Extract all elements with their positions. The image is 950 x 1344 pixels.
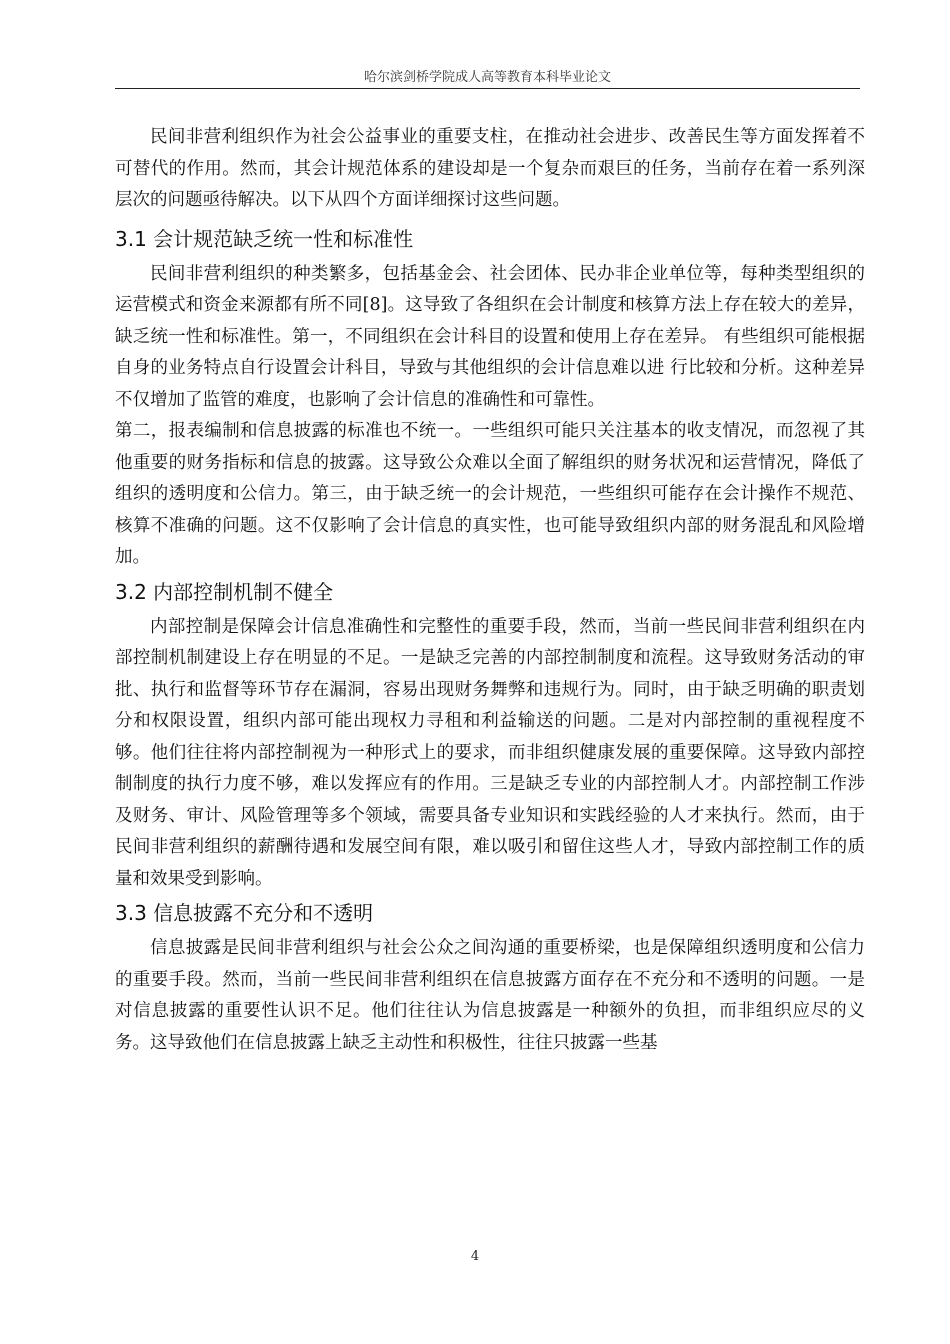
- section-3-1-paragraph-1: 民间非营利组织的种类繁多，包括基金会、社会团体、民办非企业单位等，每种类型组织的运营模式和资金来源都有所不同[8]。这导致了各组织在会计制度和核算方法上存在较大的差异，缺乏统一性和标准性。第一，不同组织在会计科目的设置和使用上存在差异。 有些组织可能根据自身的业务特点自行设置会计科目，导致与其他组织的会计信息难以进 行比较和分析。这种差异不仅增加了监管的难度，也影响了会计信息的准确性和可靠性。: [115, 263, 865, 410]
- body-content: [115, 122, 865, 1059]
- page-number: 4: [470, 1249, 480, 1264]
- section-3-3-paragraph-1: 信息披露是民间非营利组织与社会公众之间沟通的重要桥梁，也是保障组织透明度和公信力的重要手段。然而，当前一些民间非营利组织在信息披露方面存在不充分和不透明的问题。一是对信息披露的重要性认识不足。他们往往认为信息披露是一种额外的负担，而非组织应尽的义务。这导致他们在信息披露上缺乏主动性和积极性，往往只披露一些基: [115, 938, 865, 1053]
- intro-paragraph: 民间非营利组织作为社会公益事业的重要支柱，在推动社会进步、改善民生等方面发挥着不可替代的作用。然而，其会计规范体系的建设却是一个复杂而艰巨的任务，当前存在着一系列深层次的问题亟待解决。以下从四个方面详细探讨这些问题。: [115, 127, 865, 210]
- section-heading-3-1: 3.1 会计规范缺乏统一性和标准性: [115, 226, 414, 251]
- section-heading-3-2: 3.2 内部控制机制不健全: [115, 579, 334, 604]
- section-3-1-paragraph-2: 第二，报表编制和信息披露的标准也不统一。一些组织可能只关注基本的收支情况，而忽视了其他重要的财务指标和信息的披露。这导致公众难以全面了解组织的财务状况和运营情况，降低了组织的透明度和公信力。第三，由于缺乏统一的会计规范，一些组织可能存在会计操作不规范、核算不准确的问题。这不仅影响了会计信息的真实性，也可能导致组织内部的财务混乱和风险增加。: [115, 421, 865, 567]
- section-3-2-paragraph-1: 内部控制是保障会计信息准确性和完整性的重要手段，然而，当前一些民间非营利组织在内部控制机制建设上存在明显的不足。一是缺乏完善的内部控制制度和流程。这导致财务活动的审批、执行和监督等环节存在漏洞，容易出现财务舞弊和违规行为。同时，由于缺乏明确的职责划分和权限设置，组织内部可能出现权力寻租和利益输送的问题。二是对内部控制的重视程度不够。他们往往将内部控制视为一种形式上的要求，而非组织健康发展的重要保障。这导致内部控制制度的执行力度不够，难以发挥应有的作用。三是缺乏专业的内部控制人才。内部控制工作涉及财务、审计、风险管理等多个领域，需要具备专业知识和实践经验的人才来执行。然而，由于民间非营利组织的薪酬待遇和发展空间有限，难以吸引和留住这些人才，导致内部控制工作的质量和效果受到影响。: [115, 616, 865, 889]
- header-divider: [115, 88, 860, 89]
- page-header: 哈尔滨剑桥学院成人高等教育本科毕业论文: [363, 70, 611, 85]
- section-heading-3-3: 3.3 信息披露不充分和不透明: [115, 901, 374, 925]
